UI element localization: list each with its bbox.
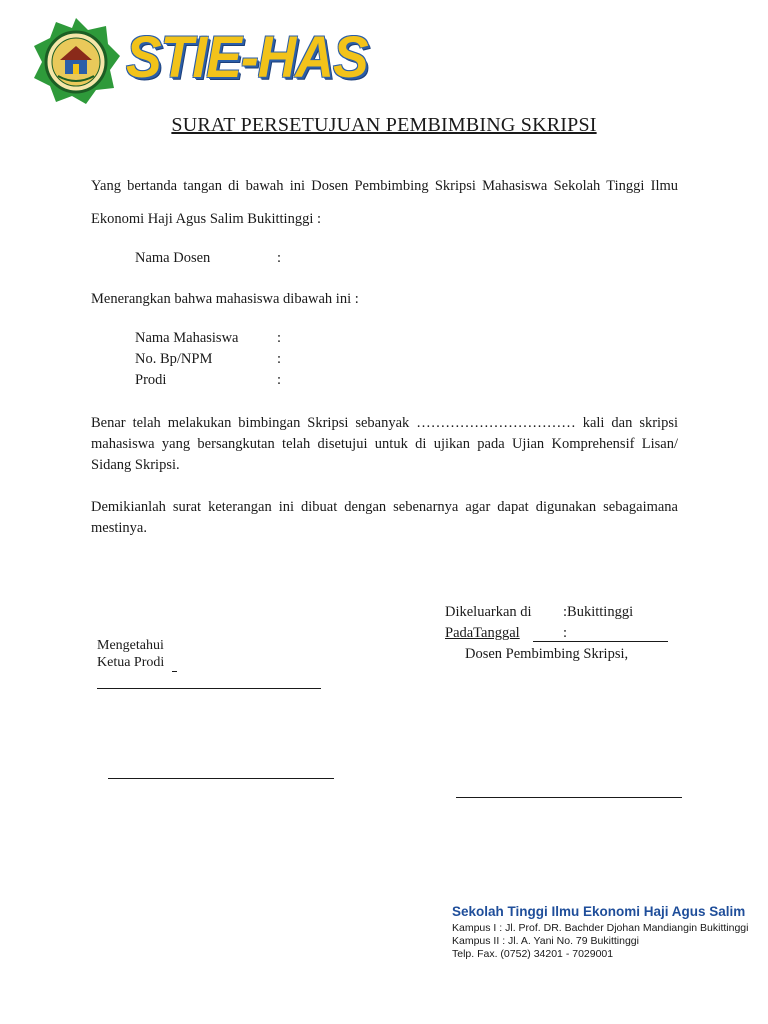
statement-text: Menerangkan bahwa mahasiswa dibawah ini : [91, 291, 359, 307]
student-npm-colon: : [277, 351, 282, 367]
intro-paragraph: Yang bertanda tangan di bawah ini Dosen Pembimbing Skripsi Mahasiswa Sekolah Tinggi Ilmu Ekonomi Haji Agus Salim Bukittinggi : [91, 178, 678, 227]
lecturer-name-colon: : [277, 250, 282, 266]
seal-icon [30, 16, 122, 108]
head-of-program-signature-line [108, 778, 334, 779]
head-of-program-name-line [97, 688, 321, 689]
guidance-paragraph: Benar telah melakukan bimbingan Skripsi sebanyak …………………………… kali dan skripsi mahasiswa yang bersangkutan telah disetujui untuk di ujikan pada Ujian Komprehensif Lisan/ Sidang Skripsi. [91, 415, 678, 473]
issued-place-label: Dikeluarkan di [445, 604, 532, 620]
issued-date-line [533, 641, 668, 642]
head-of-program-underline [172, 671, 177, 672]
student-prodi-label: Prodi [135, 372, 167, 388]
footer-campus1: Kampus I : Jl. Prof. DR. Bachder Djohan Mandiangin Bukittinggi [452, 922, 749, 934]
issued-date-label: PadaTanggal [445, 625, 520, 641]
advisor-signature-line [456, 797, 682, 798]
footer-phone: Telp. Fax. (0752) 34201 - 7029001 [452, 948, 614, 960]
footer-campus2: Kampus II : Jl. A. Yani No. 79 Bukittinggi [452, 935, 639, 947]
institution-wordmark-logo: STIE-HAS [126, 25, 368, 90]
institution-footer [452, 904, 752, 961]
issued-place-value: :Bukittinggi [563, 604, 634, 620]
footer-institution-name: Sekolah Tinggi Ilmu Ekonomi Haji Agus Salim [452, 904, 746, 919]
student-name-label: Nama Mahasiswa [135, 330, 239, 346]
head-of-program-label: Ketua Prodi [97, 655, 165, 670]
institution-seal-logo [30, 16, 122, 108]
issued-date-colon: : [563, 625, 568, 641]
student-prodi-colon: : [277, 372, 282, 388]
acknowledged-label: Mengetahui [97, 638, 164, 653]
page-title: SURAT PERSETUJUAN PEMBIMBING SKRIPSI [171, 114, 597, 136]
lecturer-name-label: Nama Dosen [135, 250, 211, 266]
student-npm-label: No. Bp/NPM [135, 351, 213, 367]
advisor-signature-title: Dosen Pembimbing Skripsi, [465, 646, 629, 662]
student-name-colon: : [277, 330, 282, 346]
closing-paragraph: Demikianlah surat keterangan ini dibuat dengan sebenarnya agar dapat digunakan sebagaimana mestinya. [91, 499, 678, 536]
